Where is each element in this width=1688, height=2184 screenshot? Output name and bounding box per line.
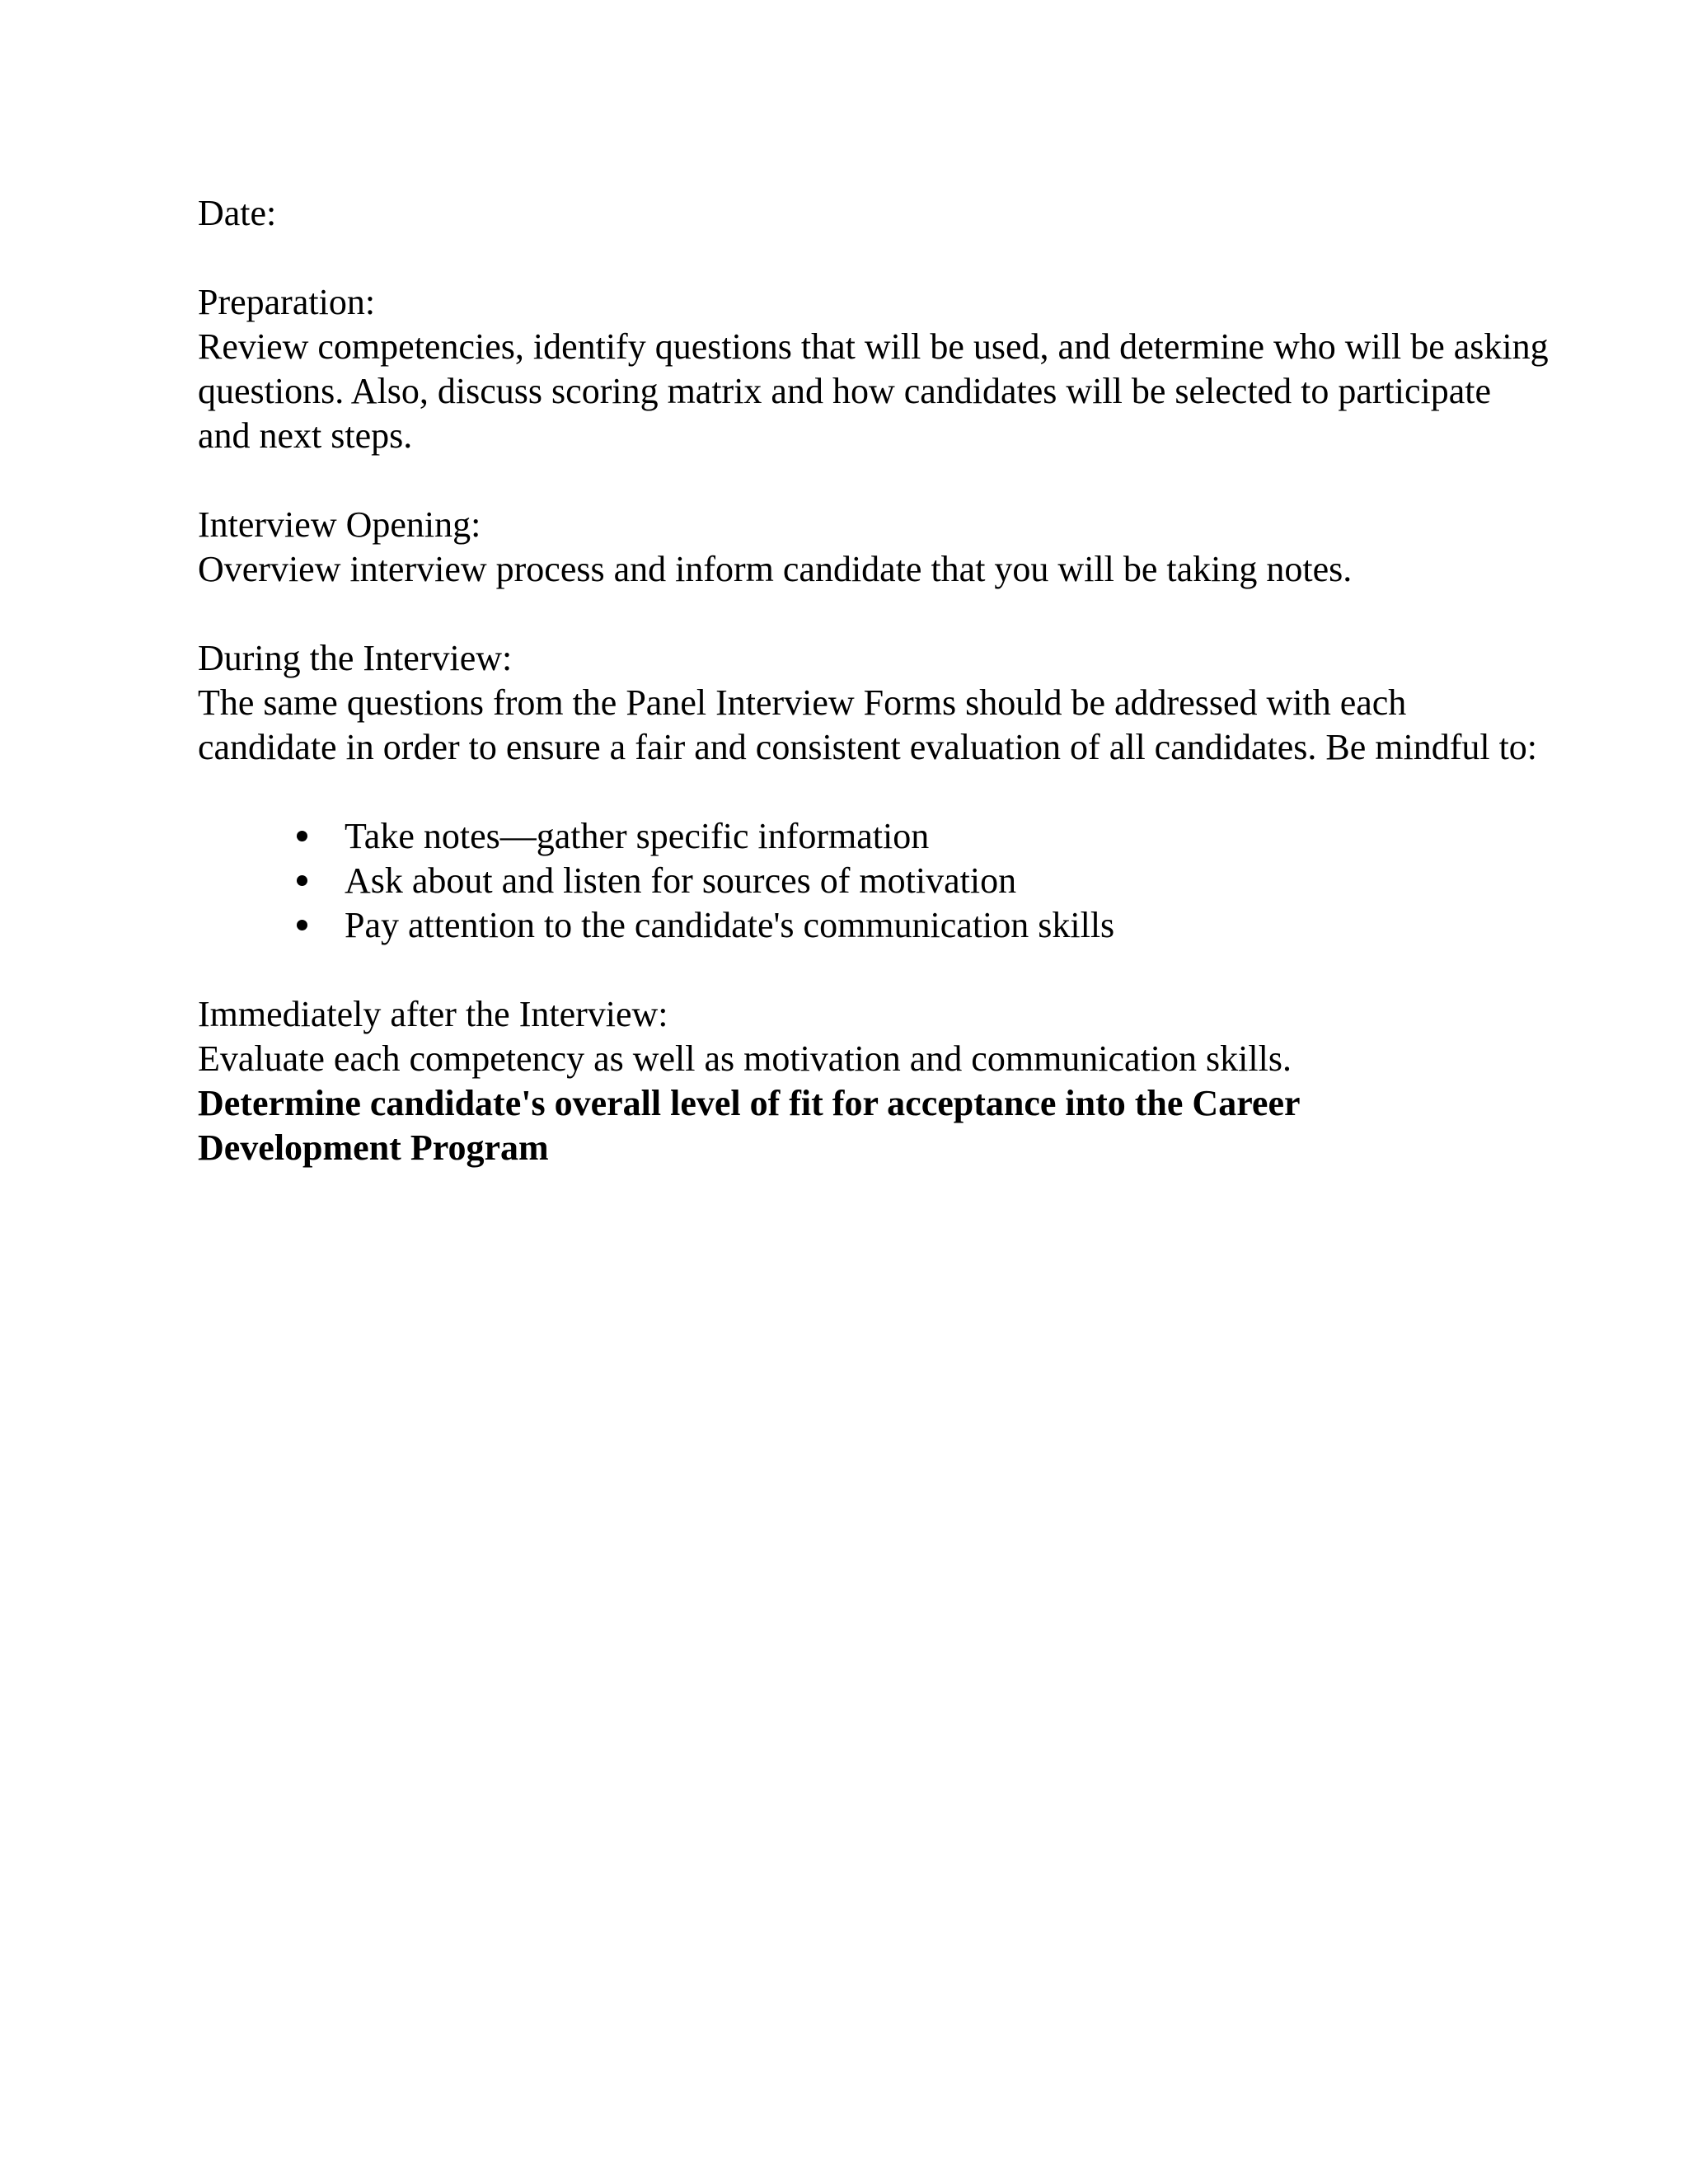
preparation-heading: Preparation: [198,282,376,322]
during-text-line: candidate in order to ensure a fair and consistent evaluation of all candidates. Be mindful to: [198,727,1538,767]
bullet-icon [297,831,307,841]
after-text-line: Evaluate each competency as well as motivation and communication skills. [198,1038,1292,1079]
opening-heading: Interview Opening: [198,504,481,545]
spacer [198,948,1632,992]
opening-section [198,503,1632,592]
preparation-text-line: and next steps. [198,415,413,456]
document-page [198,191,1632,1170]
after-bold-line: Development Program [198,1127,549,1168]
after-section [198,992,1632,1170]
list-item-text: Take notes—gather specific information [345,816,930,856]
preparation-section [198,280,1632,458]
list-item-text: Ask about and listen for sources of motivation [345,860,1017,901]
spacer [198,770,1632,814]
bullet-icon [297,920,307,930]
list-item-text: Pay attention to the candidate's communication skills [345,905,1115,945]
list-item [297,903,1632,948]
date-label: Date: [198,193,277,233]
during-section [198,636,1632,948]
preparation-text-line: Review competencies, identify questions that will be used, and determine who will be asking [198,326,1549,367]
spacer [198,236,1632,280]
date-section [198,191,1632,236]
during-heading: During the Interview: [198,638,513,678]
spacer [198,592,1632,636]
spacer [198,458,1632,503]
after-bold-line: Determine candidate's overall level of fit for acceptance into the Career [198,1083,1301,1123]
preparation-text-line: questions. Also, discuss scoring matrix and how candidates will be selected to participate [198,371,1491,411]
list-item [297,814,1632,859]
bullet-list [198,814,1632,948]
bullet-icon [297,875,307,886]
opening-text-line: Overview interview process and inform candidate that you will be taking notes. [198,549,1353,589]
during-text-line: The same questions from the Panel Interview Forms should be addressed with each [198,682,1407,723]
list-item [297,859,1632,903]
after-heading: Immediately after the Interview: [198,994,668,1034]
